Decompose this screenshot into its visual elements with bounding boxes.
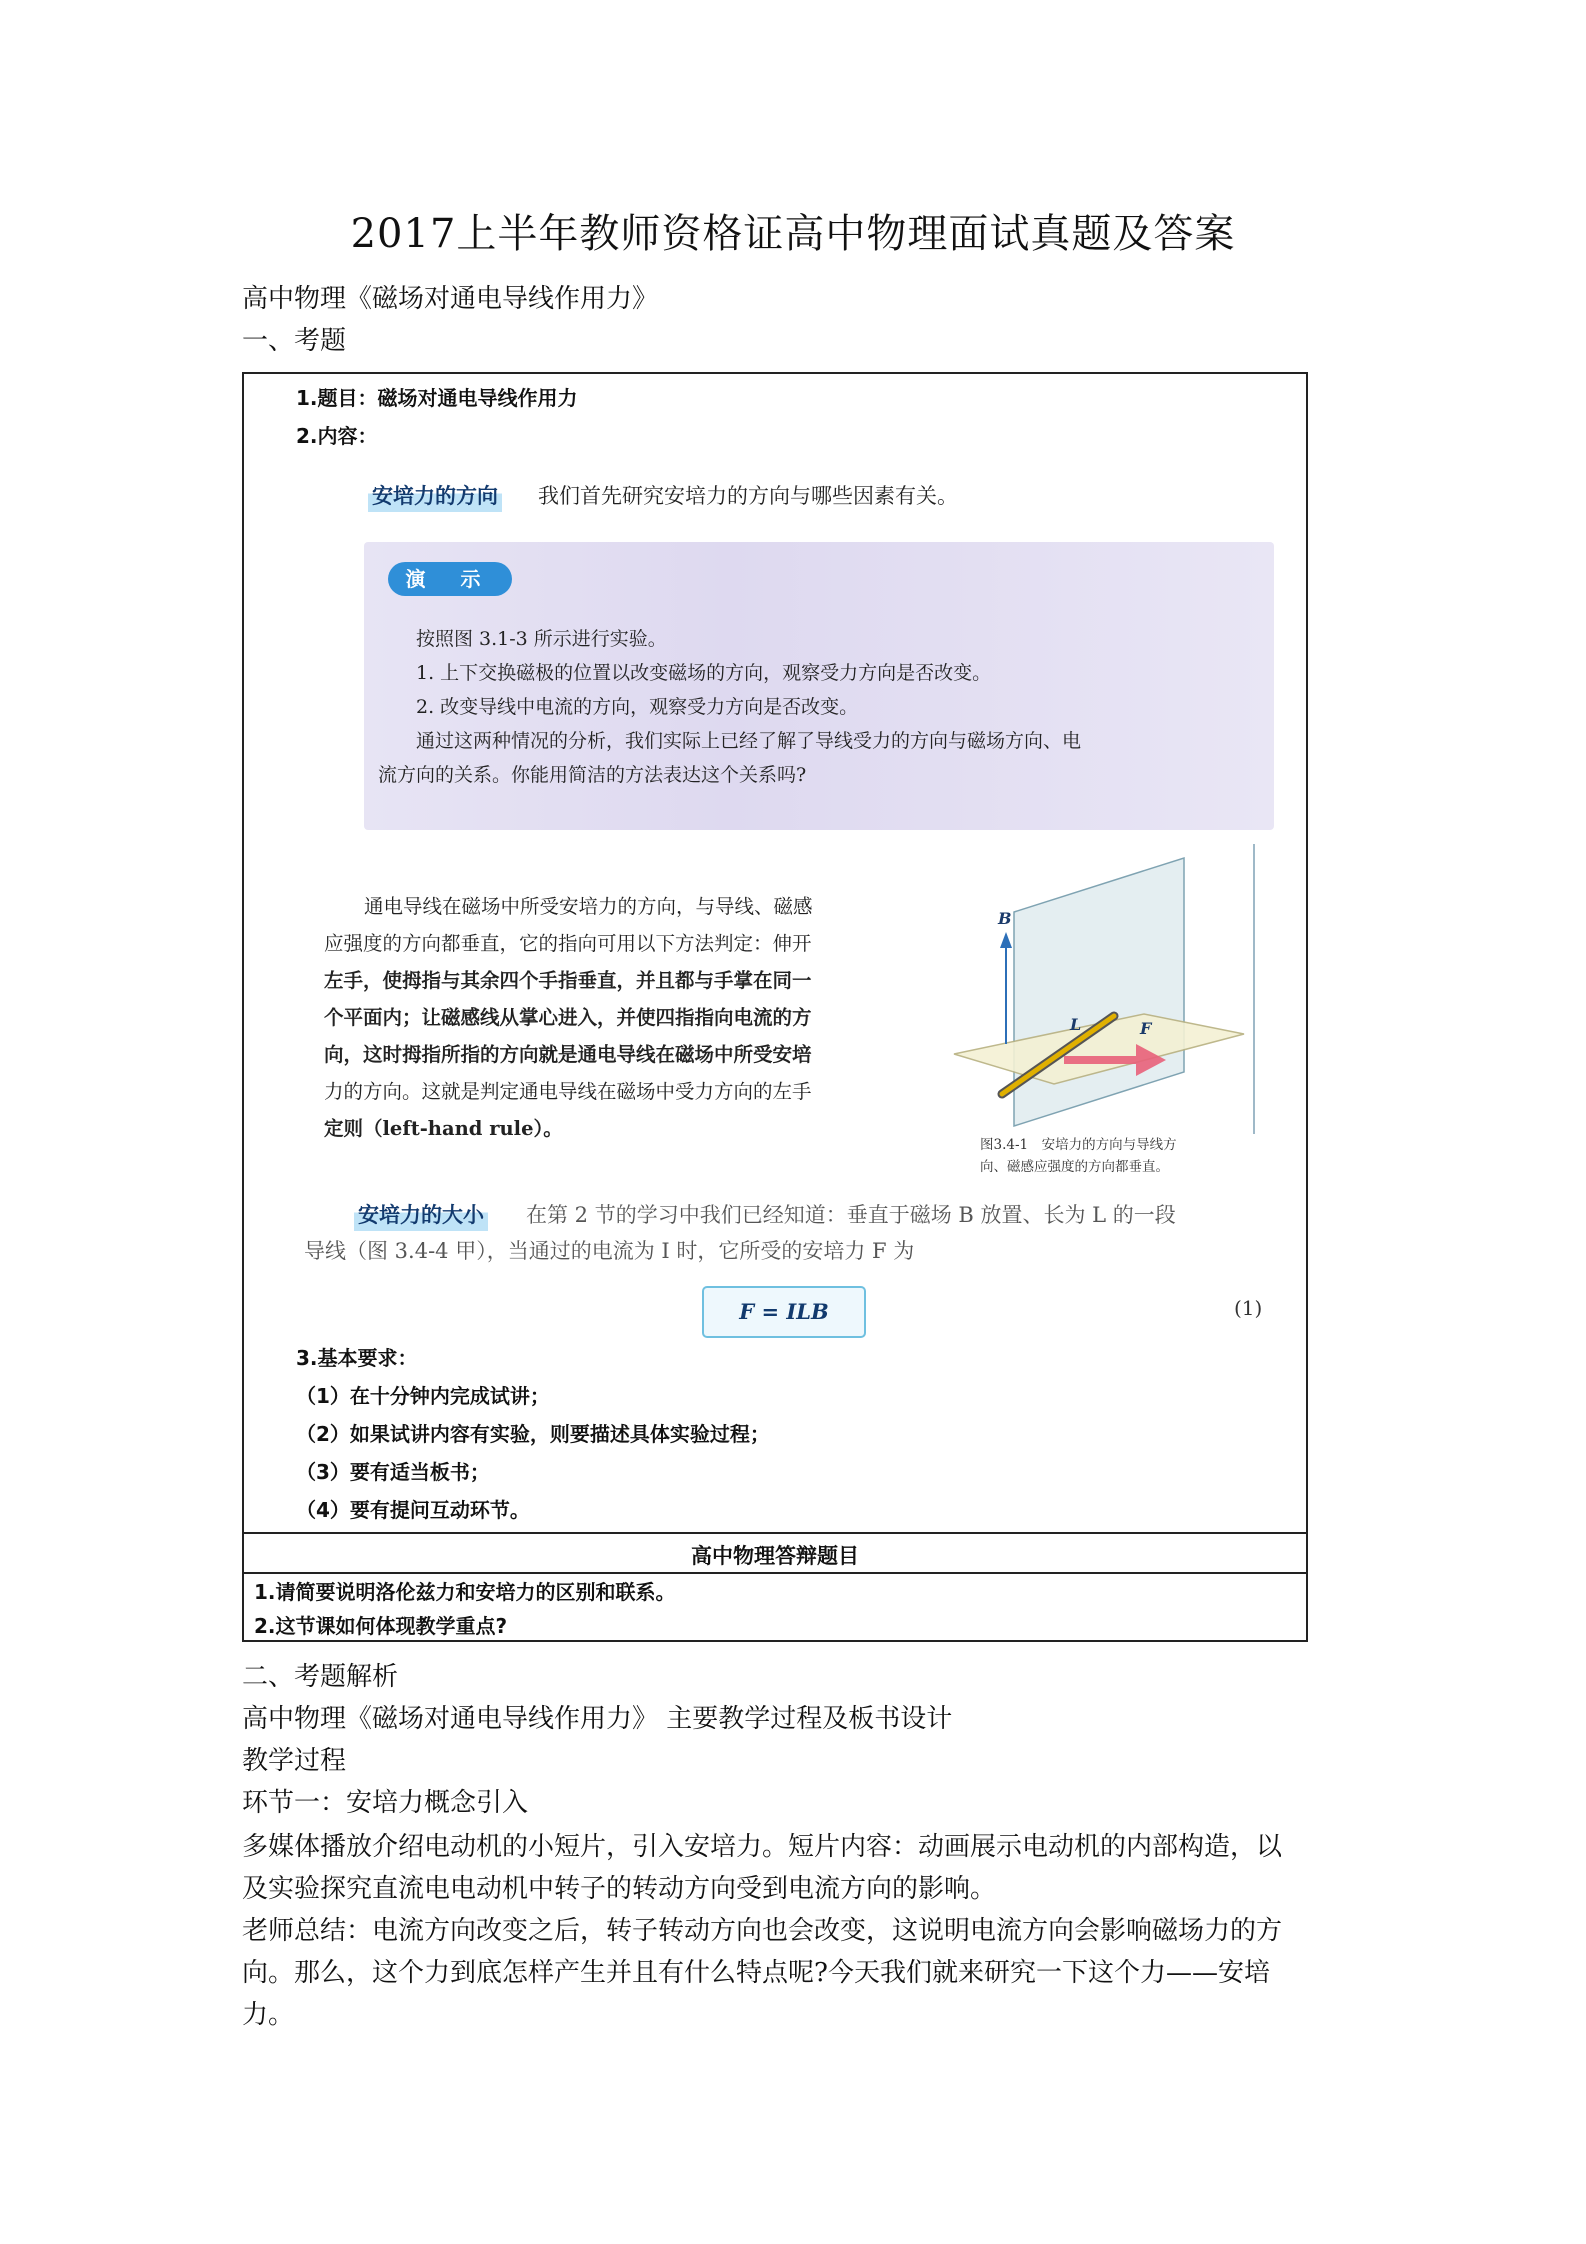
paragraph-line: 及实验探究直流电电动机中转子的转动方向受到电流方向的影响。	[242, 1874, 997, 1904]
intro-paragraph	[242, 1826, 1352, 1910]
debate-title: 高中物理答辩题目	[691, 1544, 859, 1568]
rule-line: 应强度的方向都垂直，它的指向可用以下方法判定：伸开	[324, 932, 812, 955]
figure-caption	[980, 1134, 1177, 1178]
section-heading-questions: 一、考题	[242, 326, 347, 356]
f-label: F	[1140, 1019, 1152, 1038]
divider	[244, 1572, 1306, 1574]
document-title: 2017上半年教师资格证高中物理面试真题及答案	[350, 211, 1236, 257]
demo-panel	[364, 542, 1274, 830]
equation-number: (1)	[1234, 1296, 1263, 1320]
direction-intro: 我们首先研究安培力的方向与哪些因素有关。	[538, 484, 958, 508]
force-direction-diagram	[944, 844, 1284, 1134]
figure-caption-line: 向、磁感应强度的方向都垂直。	[980, 1159, 1169, 1175]
formula-box: F = ILB	[702, 1286, 866, 1338]
paragraph-line: 力。	[242, 2000, 295, 2030]
rule-line: 定则（left-hand rule）。	[324, 1117, 563, 1140]
b-label: B	[998, 909, 1012, 928]
b-arrowhead	[1000, 932, 1012, 948]
demo-line: 流方向的关系。你能用简洁的方法表达这个关系吗?	[378, 764, 807, 786]
section-heading-analysis: 二、考题解析	[242, 1662, 399, 1692]
requirement-item: （3）要有适当板书；	[296, 1460, 490, 1484]
rule-line: 力的方向。这就是判定通电导线在磁场中受力方向的左手	[324, 1080, 812, 1103]
rule-line: 向，这时拇指所指的方向就是通电导线在磁场中所受安培	[324, 1043, 812, 1066]
demo-line: 1. 上下交换磁极的位置以改变磁场的方向，观察受力方向是否改变。	[416, 662, 992, 684]
requirement-item: （4）要有提问互动环节。	[296, 1498, 530, 1522]
demo-line: 通过这两种情况的分析，我们实际上已经了解了导线受力的方向与磁场方向、电	[416, 730, 1082, 752]
teaching-process-heading: 教学过程	[242, 1746, 347, 1776]
analysis-title: 高中物理《磁场对通电导线作用力》 主要教学过程及板书设计	[242, 1704, 953, 1734]
magnitude-text: 导线（图 3.4-4 甲），当通过的电流为 I 时，它所受的安培力 F 为	[304, 1239, 915, 1263]
magnitude-heading: 安培力的大小	[354, 1197, 488, 1231]
rule-line: 个平面内；让磁感线从掌心进入，并使四指指向电流的方	[324, 1006, 812, 1029]
rule-line: 左手，使拇指与其余四个手指垂直，并且都与手掌在同一	[324, 969, 812, 992]
exam-content-label: 2.内容：	[296, 424, 378, 448]
ampere-force-figure	[944, 844, 1284, 1184]
direction-heading: 安培力的方向	[368, 478, 502, 512]
exam-topic: 1.题目：磁场对通电导线作用力	[296, 386, 578, 410]
l-label: L	[1070, 1015, 1082, 1034]
exam-question-box	[242, 372, 1308, 1642]
paragraph-line: 多媒体播放介绍电动机的小短片，引入安培力。短片内容：动画展示电动机的内部构造，以	[242, 1832, 1283, 1862]
rule-line: 通电导线在磁场中所受安培力的方向，与导线、磁感	[364, 895, 813, 918]
figure-caption-line: 图3.4-1 安培力的方向与导线方	[980, 1137, 1177, 1153]
debate-question: 2.这节课如何体现教学重点?	[254, 1614, 508, 1638]
divider	[244, 1532, 1306, 1534]
requirement-item: （2）如果试讲内容有实验，则要描述具体实验过程；	[296, 1422, 770, 1446]
demo-badge: 演 示	[388, 562, 512, 596]
demo-line: 按照图 3.1-3 所示进行实验。	[416, 628, 667, 650]
requirement-item: （1）在十分钟内完成试讲；	[296, 1384, 550, 1408]
debate-question: 1.请简要说明洛伦兹力和安培力的区别和联系。	[254, 1580, 676, 1604]
demo-line: 2. 改变导线中电流的方向，观察受力方向是否改变。	[416, 696, 859, 718]
paragraph-line: 向。那么，这个力到底怎样产生并且有什么特点呢?今天我们就来研究一下这个力——安培	[242, 1958, 1270, 1988]
lesson-subtitle: 高中物理《磁场对通电导线作用力》	[242, 284, 659, 314]
summary-paragraph	[242, 1910, 1352, 2036]
paragraph-line: 老师总结：电流方向改变之后，转子转动方向也会改变，这说明电流方向会影响磁场力的方	[242, 1916, 1283, 1946]
left-hand-rule-paragraph	[324, 888, 924, 1147]
vertical-plane	[1014, 858, 1184, 1126]
step-one-heading: 环节一：安培力概念引入	[242, 1788, 529, 1818]
magnitude-text: 在第 2 节的学习中我们已经知道：垂直于磁场 B 放置、长为 L 的一段	[526, 1203, 1176, 1227]
requirements-title: 3.基本要求：	[296, 1346, 418, 1370]
